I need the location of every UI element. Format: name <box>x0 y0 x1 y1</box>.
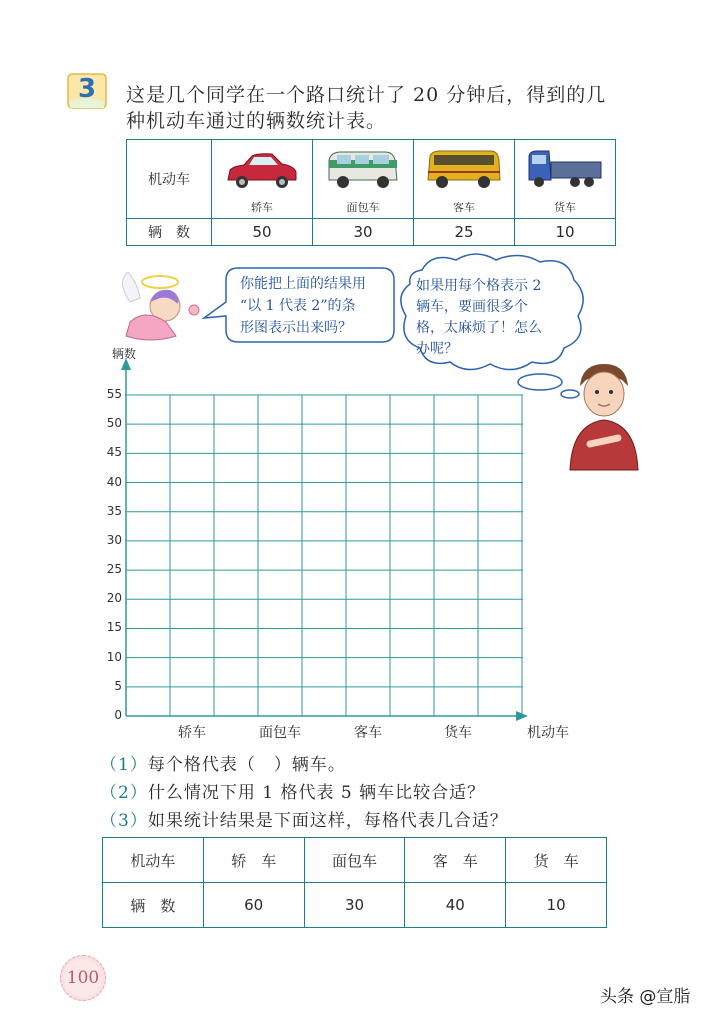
table2-count-van: 30 <box>304 883 405 928</box>
problem-text-line1: 这是几个同学在一个路口统计了 20 分钟后，得到的几 <box>126 84 607 106</box>
table2-label-count: 辆 数 <box>103 883 204 928</box>
table2-header-bus: 客 车 <box>405 838 506 883</box>
problem-number: 3 <box>77 74 97 104</box>
count-van: 30 <box>313 219 414 246</box>
boy-bubble-line4: 办呢？ <box>416 341 458 357</box>
y-tick-label: 0 <box>114 708 122 722</box>
table-header-count: 辆 数 <box>127 219 212 246</box>
y-axis-label: 辆数 <box>112 347 137 361</box>
vehicle-name-van: 面包车 <box>346 201 380 214</box>
table-header-vehicle: 机动车 <box>127 140 212 219</box>
boy-bubble-line3: 格，太麻烦了！怎么 <box>416 320 542 336</box>
table2-header-sedan: 轿 车 <box>203 838 304 883</box>
question-3: （3）如果统计结果是下面这样，每格代表几合适？ <box>100 811 508 831</box>
page-number: 100 <box>60 955 106 1001</box>
problem-text-line2: 种机动车通过的辆数统计表。 <box>126 110 387 132</box>
angel-bubble-line1: 你能把上面的结果用 <box>240 276 366 292</box>
boy-bubble-line1: 如果用每个格表示 2 <box>416 278 542 294</box>
question-2: （2）什么情况下用 1 格代表 5 辆车比较合适？ <box>100 783 486 803</box>
second-count-table <box>102 837 607 928</box>
y-tick-label: 40 <box>106 474 122 489</box>
vehicle-name-bus: 客车 <box>453 201 475 214</box>
y-tick-label: 20 <box>106 591 122 606</box>
table2-count-bus: 40 <box>405 883 506 928</box>
y-tick-label: 25 <box>106 562 122 577</box>
x-axis-label: 机动车 <box>527 725 569 741</box>
count-sedan: 50 <box>212 219 313 246</box>
table2-header-vehicle: 机动车 <box>103 838 204 883</box>
y-tick-label: 15 <box>106 620 122 635</box>
x-category-label: 客车 <box>354 725 382 741</box>
angel-bubble-line2: “以 1 代表 2”的条 <box>240 298 356 314</box>
vehicle-name-sedan: 轿车 <box>251 201 273 214</box>
y-tick-label: 45 <box>106 445 122 460</box>
x-category-label: 面包车 <box>259 725 301 741</box>
table2-count-truck: 10 <box>506 883 607 928</box>
y-tick-label: 50 <box>106 416 122 431</box>
table2-header-truck: 货 车 <box>506 838 607 883</box>
boy-bubble-line2: 辆车，要画很多个 <box>416 299 528 315</box>
y-tick-label: 55 <box>106 387 122 401</box>
count-truck: 10 <box>515 219 616 246</box>
question-1: （1）每个格代表（ ）辆车。 <box>100 755 346 775</box>
vehicle-name-truck: 货车 <box>554 201 576 214</box>
x-category-label: 轿车 <box>178 725 206 741</box>
y-tick-label: 5 <box>114 678 122 693</box>
watermark: 头条 @宣脂 <box>600 987 691 1007</box>
y-tick-label: 30 <box>106 532 122 547</box>
y-tick-label: 35 <box>106 503 122 518</box>
y-tick-label: 10 <box>106 649 122 664</box>
table2-header-van: 面包车 <box>304 838 405 883</box>
table2-count-sedan: 60 <box>203 883 304 928</box>
x-category-label: 货车 <box>444 725 472 741</box>
count-bus: 25 <box>414 219 515 246</box>
chart-grid <box>126 395 523 716</box>
angel-bubble-line3: 形图表示出来吗？ <box>240 320 352 336</box>
